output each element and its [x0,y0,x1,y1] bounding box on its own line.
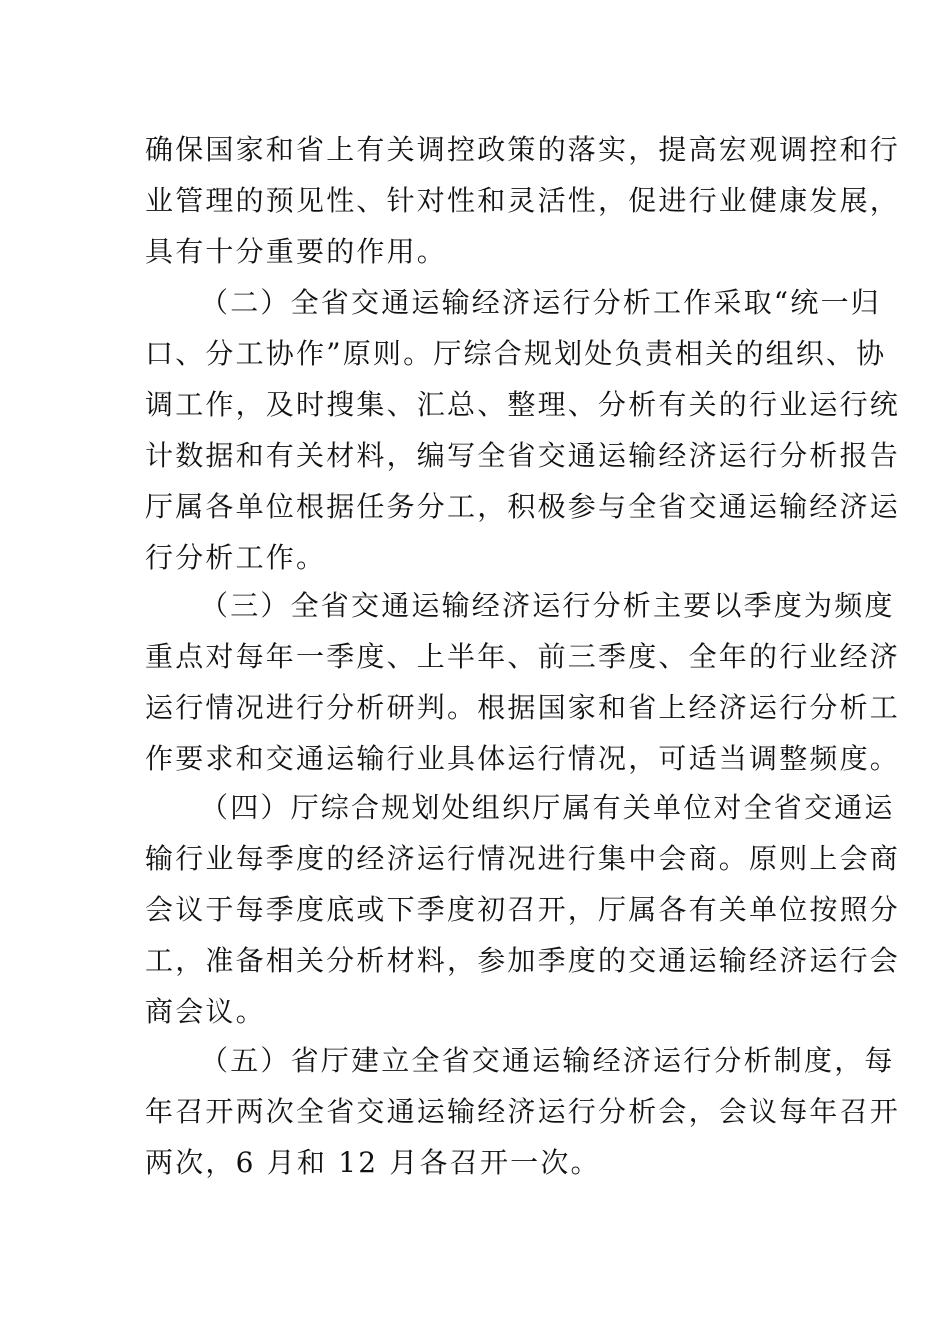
text-line: 会议于每季度底或下季度初召开，厅属各有关单位按照分 [145,893,901,926]
text-line: 调工作，及时搜集、汇总、整理、分析有关的行业运行统 [145,388,901,421]
text-line: 工，准备相关分析材料，参加季度的交通运输经济运行会 [145,944,901,977]
text-line: 计数据和有关材料，编写全省交通运输经济运行分析报告 [145,439,901,472]
text-line: 业管理的预见性、针对性和灵活性，促进行业健康发展， [145,184,901,217]
text-line: 两次，6 月和 12 月各召开一次。 [145,1146,601,1179]
text-line: 重点对每年一季度、上半年、前三季度、全年的行业经济 [145,640,901,673]
text-line: 商会议。 [145,995,266,1028]
text-line: 确保国家和省上有关调控政策的落实，提高宏观调控和行 [145,133,901,166]
text-line: 具有十分重要的作用。 [145,235,448,268]
paragraph-5-first-line: （五）省厅建立全省交通运输经济运行分析制度，每 [200,1044,895,1077]
text-line: 年召开两次全省交通运输经济运行分析会，会议每年召开 [145,1095,901,1128]
text-line: 作要求和交通运输行业具体运行情况，可适当调整频度。 [145,742,901,775]
text-line: 运行情况进行分析研判。根据国家和省上经济运行分析工 [145,691,901,724]
paragraph-3-first-line: （三）全省交通运输经济运行分析主要以季度为频度 [200,589,895,622]
text-line: 行分析工作。 [145,541,327,574]
paragraph-4-first-line: （四）厅综合规划处组织厅属有关单位对全省交通运 [200,791,895,824]
paragraph-2-first-line: （二）全省交通运输经济运行分析工作采取“统一归 [200,286,881,319]
text-line: 口、分工协作”原则。厅综合规划处负责相关的组织、协 [145,337,887,370]
text-line: 厅属各单位根据任务分工，积极参与全省交通运输经济运 [145,490,901,523]
text-line: 输行业每季度的经济运行情况进行集中会商。原则上会商 [145,842,901,875]
